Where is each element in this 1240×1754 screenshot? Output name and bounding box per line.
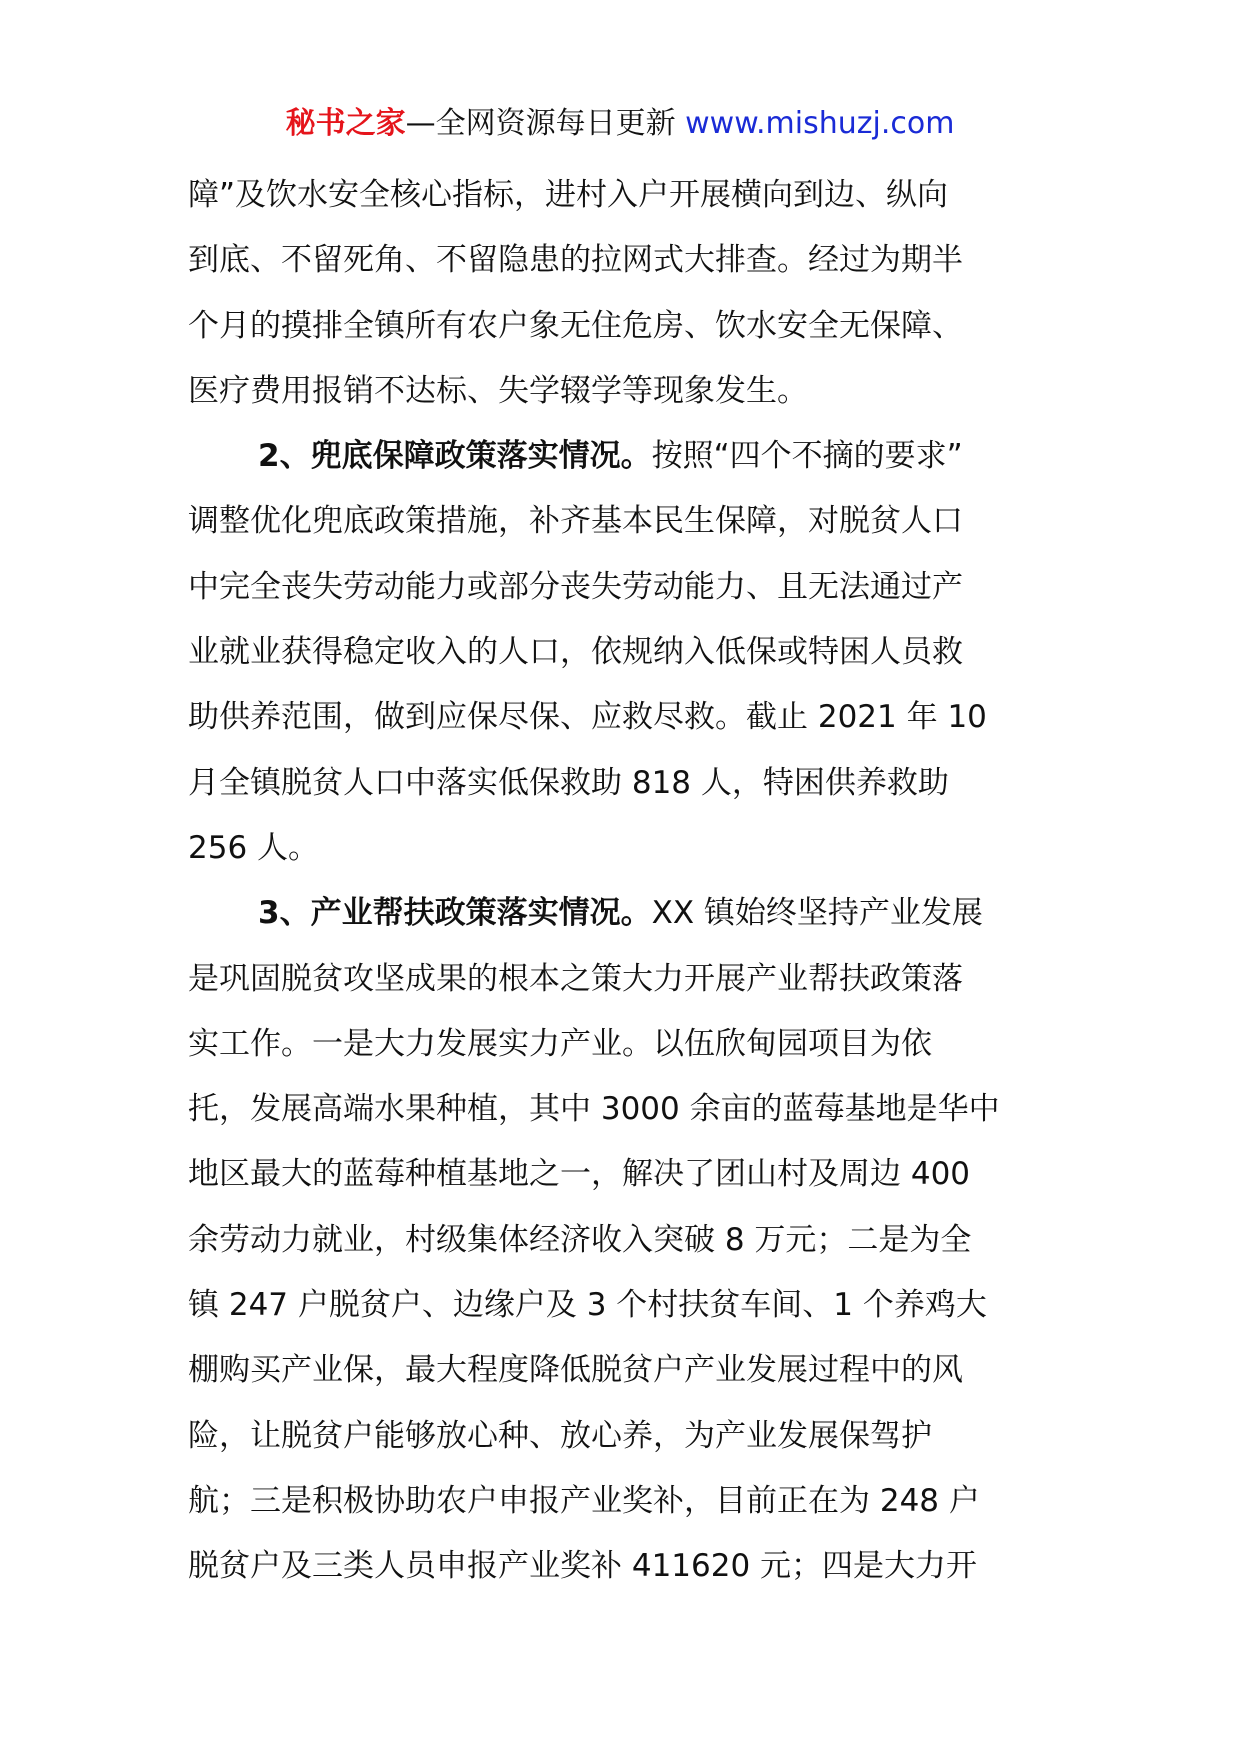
brand-name: 秘书之家 bbox=[285, 106, 406, 141]
section-heading-2: 2、兜底保障政策落实情况。 bbox=[258, 438, 652, 475]
text-line: 航；三是积极协助农户申报产业奖补，目前正在为 248 户 bbox=[188, 1482, 980, 1519]
text-line: 险，让脱贫户能够放心种、放心养，为产业发展保驾护 bbox=[188, 1417, 932, 1454]
text-line: 实工作。一是大力发展实力产业。以伍欣甸园项目为依 bbox=[188, 1025, 932, 1062]
text-line: 调整优化兜底政策措施，补齐基本民生保障，对脱贫人口 bbox=[188, 503, 963, 540]
text-line: 地区最大的蓝莓种植基地之一，解决了团山村及周边 400 bbox=[188, 1156, 971, 1193]
text-line: 月全镇脱贫人口中落实低保救助 818 人，特困供养救助 bbox=[188, 764, 949, 801]
site-url-link[interactable]: www.mishuzj.com bbox=[685, 106, 955, 141]
text-line: 256 人。 bbox=[188, 829, 320, 866]
text-line: 助供养范围，做到应保尽保、应救尽救。截止 2021 年 10 bbox=[188, 699, 987, 736]
text-line: 镇 247 户脱贫户、边缘户及 3 个村扶贫车间、1 个养鸡大 bbox=[188, 1287, 987, 1324]
paragraph-first-line bbox=[188, 424, 1058, 489]
text-line: 脱贫户及三类人员申报产业奖补 411620 元；四是大力开 bbox=[188, 1548, 978, 1585]
text-line: 棚购买产业保，最大程度降低脱贫户产业发展过程中的风 bbox=[188, 1352, 963, 1389]
document-body bbox=[188, 163, 1058, 1600]
paragraph-first-line bbox=[188, 881, 1058, 946]
text-line: 到底、不留死角、不留隐患的拉网式大排查。经过为期半 bbox=[188, 242, 963, 279]
text-line: 中完全丧失劳动能力或部分丧失劳动能力、且无法通过产 bbox=[188, 568, 963, 605]
text-line: 是巩固脱贫攻坚成果的根本之策大力开展产业帮扶政策落 bbox=[188, 960, 963, 997]
text-line: 医疗费用报销不达标、失学辍学等现象发生。 bbox=[188, 372, 808, 409]
header-slogan: —全网资源每日更新 bbox=[405, 106, 686, 141]
text-line: 业就业获得稳定收入的人口，依规纳入低保或特困人员救 bbox=[188, 634, 963, 671]
text-run: 按照“四个不摘的要求” bbox=[651, 438, 963, 475]
text-line: 个月的摸排全镇所有农户象无住危房、饮水安全无保障、 bbox=[188, 307, 963, 344]
site-header bbox=[0, 102, 1240, 146]
text-line: 托，发展高端水果种植，其中 3000 余亩的蓝莓基地是华中 bbox=[188, 1091, 1000, 1128]
text-run: XX 镇始终坚持产业发展 bbox=[651, 895, 983, 932]
section-heading-3: 3、产业帮扶政策落实情况。 bbox=[258, 895, 652, 932]
text-line: 余劳动力就业，村级集体经济收入突破 8 万元；二是为全 bbox=[188, 1221, 972, 1258]
text-line: 障”及饮水安全核心指标，进村入户开展横向到边、纵向 bbox=[188, 177, 949, 213]
